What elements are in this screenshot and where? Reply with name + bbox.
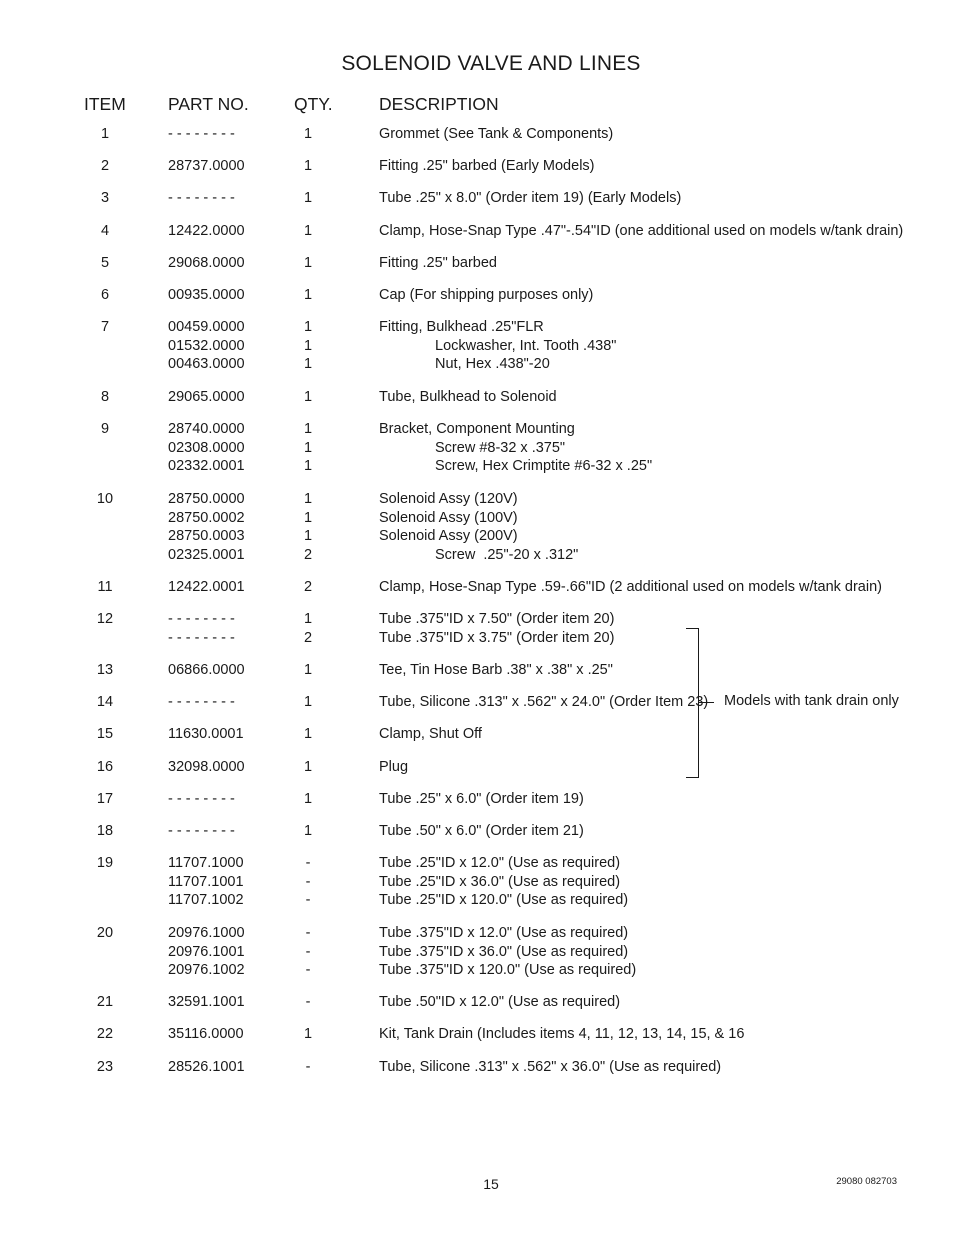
part-number-column (168, 822, 235, 841)
description-column (379, 318, 616, 374)
part-number: - - - - - - - - (168, 629, 235, 646)
part-number: - - - - - - - - (168, 126, 235, 142)
quantity: 1 (303, 389, 313, 405)
quantity-column (280, 854, 336, 910)
quantity-column (280, 790, 336, 809)
quantity: - (305, 892, 311, 909)
description-column (379, 1025, 744, 1044)
description: Screw, Hex Crimptite #6-32 x .25" (435, 458, 653, 475)
part-number-column (168, 318, 245, 374)
document-code: 29080 082703 (836, 1176, 897, 1187)
part-number-column (168, 420, 245, 476)
header-item: ITEM (84, 94, 126, 114)
part-number-column (168, 993, 245, 1012)
part-number-column (168, 125, 235, 144)
item-number: 12 (96, 611, 114, 627)
item-number: 22 (96, 1026, 114, 1042)
quantity-column (280, 490, 336, 565)
part-number: 02308.0000 (168, 439, 245, 456)
part-number: 06866.0000 (168, 662, 245, 678)
description: Clamp, Hose-Snap Type .59-.66"ID (2 additional used on models w/tank drain) (379, 579, 882, 595)
description: Tube .375"ID x 120.0" (Use as required) (379, 962, 637, 979)
description-column (379, 1058, 721, 1077)
quantity: - (305, 943, 311, 960)
part-number: 11707.1000 (168, 855, 244, 871)
description: Nut, Hex .438"-20 (435, 356, 550, 373)
quantity: 1 (303, 726, 313, 742)
part-number: 01532.0000 (168, 337, 245, 354)
part-number: 12422.0000 (168, 223, 245, 239)
quantity-column (280, 1058, 336, 1077)
part-number: 35116.0000 (168, 1026, 244, 1042)
item-number: 9 (100, 421, 110, 437)
part-number-column (168, 1025, 244, 1044)
quantity: 1 (303, 190, 313, 206)
part-number: 02325.0001 (168, 547, 245, 564)
quantity: 1 (303, 528, 313, 545)
page-number: 15 (483, 1176, 499, 1192)
part-number-column (168, 610, 235, 647)
description-column (379, 758, 408, 777)
quantity-column (280, 725, 336, 744)
part-number-column (168, 388, 245, 407)
quantity: 1 (303, 223, 313, 239)
part-number: 28526.1001 (168, 1059, 245, 1075)
description: Tube .375"ID x 36.0" (Use as required) (379, 943, 629, 960)
item-number: 6 (100, 287, 110, 303)
quantity: 1 (303, 287, 313, 303)
part-number-column (168, 854, 244, 910)
description-column (379, 854, 628, 910)
part-number-column (168, 157, 245, 176)
description: Solenoid Assy (120V) (379, 491, 518, 507)
description: Tube .375"ID x 12.0" (Use as required) (379, 925, 629, 941)
item-number: 4 (100, 223, 110, 239)
quantity-column (280, 318, 336, 374)
description: Tube .25" x 8.0" (Order item 19) (Early Models) (379, 190, 682, 206)
quantity-column (280, 157, 336, 176)
description: Tube .25"ID x 36.0" (Use as required) (379, 873, 621, 890)
bracket-note: Models with tank drain only (724, 693, 899, 709)
quantity: - (305, 873, 311, 890)
description: Clamp, Hose-Snap Type .47"-.54"ID (one additional used on models w/tank drain) (379, 223, 904, 239)
description: Tube .25"ID x 120.0" (Use as required) (379, 892, 629, 909)
description: Tube .50" x 6.0" (Order item 21) (379, 823, 584, 839)
quantity: 1 (303, 158, 313, 174)
header-part-no: PART NO. (168, 94, 249, 114)
quantity: 1 (303, 319, 313, 335)
quantity: 1 (303, 791, 313, 807)
quantity: - (305, 962, 311, 979)
description: Solenoid Assy (100V) (379, 509, 518, 526)
description-column (379, 693, 708, 712)
quantity-column (280, 993, 336, 1012)
description: Tube .375"ID x 3.75" (Order item 20) (379, 629, 615, 646)
quantity-column (280, 610, 336, 647)
part-number-column (168, 222, 245, 241)
quantity: 1 (303, 421, 313, 437)
part-number: 00459.0000 (168, 319, 245, 335)
part-number: 00935.0000 (168, 287, 245, 303)
description: Tee, Tin Hose Barb .38" x .38" x .25" (379, 662, 613, 678)
quantity-column (280, 254, 336, 273)
part-number: 11630.0001 (168, 726, 244, 742)
header-description: DESCRIPTION (379, 94, 499, 114)
part-number: 28737.0000 (168, 158, 245, 174)
part-number: 02332.0001 (168, 458, 245, 475)
description-column (379, 254, 497, 273)
item-number: 23 (96, 1059, 114, 1075)
header-qty: QTY. (294, 94, 333, 114)
quantity: 1 (303, 337, 313, 354)
quantity: 1 (303, 694, 313, 710)
item-number: 11 (97, 579, 113, 595)
quantity: 1 (303, 823, 313, 839)
quantity: 1 (303, 509, 313, 526)
part-number-column (168, 661, 245, 680)
description: Tube, Bulkhead to Solenoid (379, 389, 557, 405)
part-number: 28750.0000 (168, 491, 245, 507)
quantity: 1 (303, 458, 313, 475)
quantity-column (280, 388, 336, 407)
description-column (379, 790, 584, 809)
part-number-column (168, 286, 245, 305)
part-number-column (168, 693, 235, 712)
description: Tube, Silicone .313" x .562" x 36.0" (Use as required) (379, 1059, 722, 1075)
description-column (379, 222, 903, 241)
description-column (379, 993, 620, 1012)
item-number: 8 (100, 389, 110, 405)
quantity-column (280, 822, 336, 841)
description: Tube .375"ID x 7.50" (Order item 20) (379, 611, 615, 627)
item-number: 13 (96, 662, 114, 678)
description: Tube .25"ID x 12.0" (Use as required) (379, 855, 621, 871)
quantity: 2 (303, 629, 313, 646)
quantity-column (280, 578, 336, 597)
description-column (379, 822, 584, 841)
quantity-column (280, 924, 336, 980)
description-column (379, 189, 681, 208)
description-column (379, 578, 882, 597)
description: Fitting .25" barbed (379, 255, 497, 271)
item-number: 15 (96, 726, 114, 742)
part-number: 20976.1002 (168, 962, 245, 979)
description: Plug (379, 759, 409, 775)
description-column (379, 388, 557, 407)
description-column (379, 924, 636, 980)
part-number: 12422.0001 (168, 579, 245, 595)
item-number: 21 (96, 994, 114, 1010)
part-number-column (168, 189, 235, 208)
part-number: 32098.0000 (168, 759, 245, 775)
quantity-column (280, 1025, 336, 1044)
quantity-column (280, 189, 336, 208)
item-number: 5 (100, 255, 110, 271)
item-number: 20 (96, 925, 114, 941)
description: Cap (For shipping purposes only) (379, 287, 594, 303)
page-title: SOLENOID VALVE AND LINES (341, 52, 641, 75)
description: Tube, Silicone .313" x .562" x 24.0" (Order Item 23) (379, 694, 709, 710)
part-number: 00463.0000 (168, 356, 245, 373)
item-number: 1 (100, 126, 110, 142)
part-number: 29068.0000 (168, 255, 245, 271)
quantity: 1 (303, 255, 313, 271)
description: Fitting, Bulkhead .25"FLR (379, 319, 544, 335)
part-number: 29065.0000 (168, 389, 245, 405)
part-number-column (168, 1058, 245, 1077)
quantity: 1 (303, 662, 313, 678)
quantity: 1 (303, 491, 313, 507)
description: Solenoid Assy (200V) (379, 528, 518, 545)
quantity: 2 (303, 579, 313, 595)
quantity-column (280, 420, 336, 476)
part-number-column (168, 578, 245, 597)
item-number: 10 (96, 491, 114, 507)
part-number: 28750.0003 (168, 528, 245, 545)
quantity-column (280, 125, 336, 144)
quantity-column (280, 286, 336, 305)
description: Lockwasher, Int. Tooth .438" (435, 337, 617, 354)
part-number: 20976.1000 (168, 925, 245, 941)
part-number: 32591.1001 (168, 994, 245, 1010)
part-number-column (168, 758, 245, 777)
part-number: - - - - - - - - (168, 611, 235, 627)
item-number: 3 (100, 190, 110, 206)
quantity: 1 (303, 1026, 313, 1042)
bracket-connector (698, 702, 714, 703)
quantity: - (305, 994, 311, 1010)
item-number: 2 (100, 158, 110, 174)
quantity-column (280, 758, 336, 777)
description: Screw #8-32 x .375" (435, 439, 566, 456)
description-column (379, 725, 482, 744)
part-number: 11707.1001 (168, 873, 244, 890)
part-number-column (168, 490, 245, 565)
part-number-column (168, 254, 245, 273)
description-column (379, 610, 614, 647)
item-number: 19 (96, 855, 114, 871)
part-number: - - - - - - - - (168, 190, 235, 206)
description-column (379, 125, 613, 144)
part-number: - - - - - - - - (168, 823, 235, 839)
description-column (379, 286, 593, 305)
item-number: 14 (96, 694, 114, 710)
part-number: 28750.0002 (168, 509, 245, 526)
part-number: - - - - - - - - (168, 791, 235, 807)
part-number: 28740.0000 (168, 421, 245, 437)
description-column (379, 420, 652, 476)
description-column (379, 157, 595, 176)
quantity: 1 (303, 126, 313, 142)
description-column (379, 661, 613, 680)
tank-drain-bracket (686, 628, 699, 778)
quantity: 1 (303, 439, 313, 456)
description: Kit, Tank Drain (Includes items 4, 11, 12, 13, 14, 15, & 16 (379, 1026, 745, 1042)
part-number: - - - - - - - - (168, 694, 235, 710)
quantity: - (305, 925, 311, 941)
description: Tube .25" x 6.0" (Order item 19) (379, 791, 584, 807)
item-number: 17 (96, 791, 114, 807)
quantity: - (305, 855, 311, 871)
item-number: 16 (96, 759, 114, 775)
quantity: 1 (303, 759, 313, 775)
quantity: 2 (303, 547, 313, 564)
part-number-column (168, 725, 244, 744)
description: Clamp, Shut Off (379, 726, 482, 742)
description: Bracket, Component Mounting (379, 421, 575, 437)
quantity: 1 (303, 356, 313, 373)
quantity-column (280, 222, 336, 241)
description: Tube .50"ID x 12.0" (Use as required) (379, 994, 621, 1010)
description: Fitting .25" barbed (Early Models) (379, 158, 595, 174)
quantity-column (280, 661, 336, 680)
quantity-column (280, 693, 336, 712)
item-number: 18 (96, 823, 114, 839)
part-number: 11707.1002 (168, 892, 244, 909)
quantity: - (305, 1059, 311, 1075)
part-number-column (168, 790, 235, 809)
part-number: 20976.1001 (168, 943, 245, 960)
quantity: 1 (303, 611, 313, 627)
description: Screw .25"-20 x .312" (435, 547, 579, 564)
part-number-column (168, 924, 245, 980)
item-number: 7 (100, 319, 110, 335)
description: Grommet (See Tank & Components) (379, 126, 614, 142)
description-column (379, 490, 578, 565)
